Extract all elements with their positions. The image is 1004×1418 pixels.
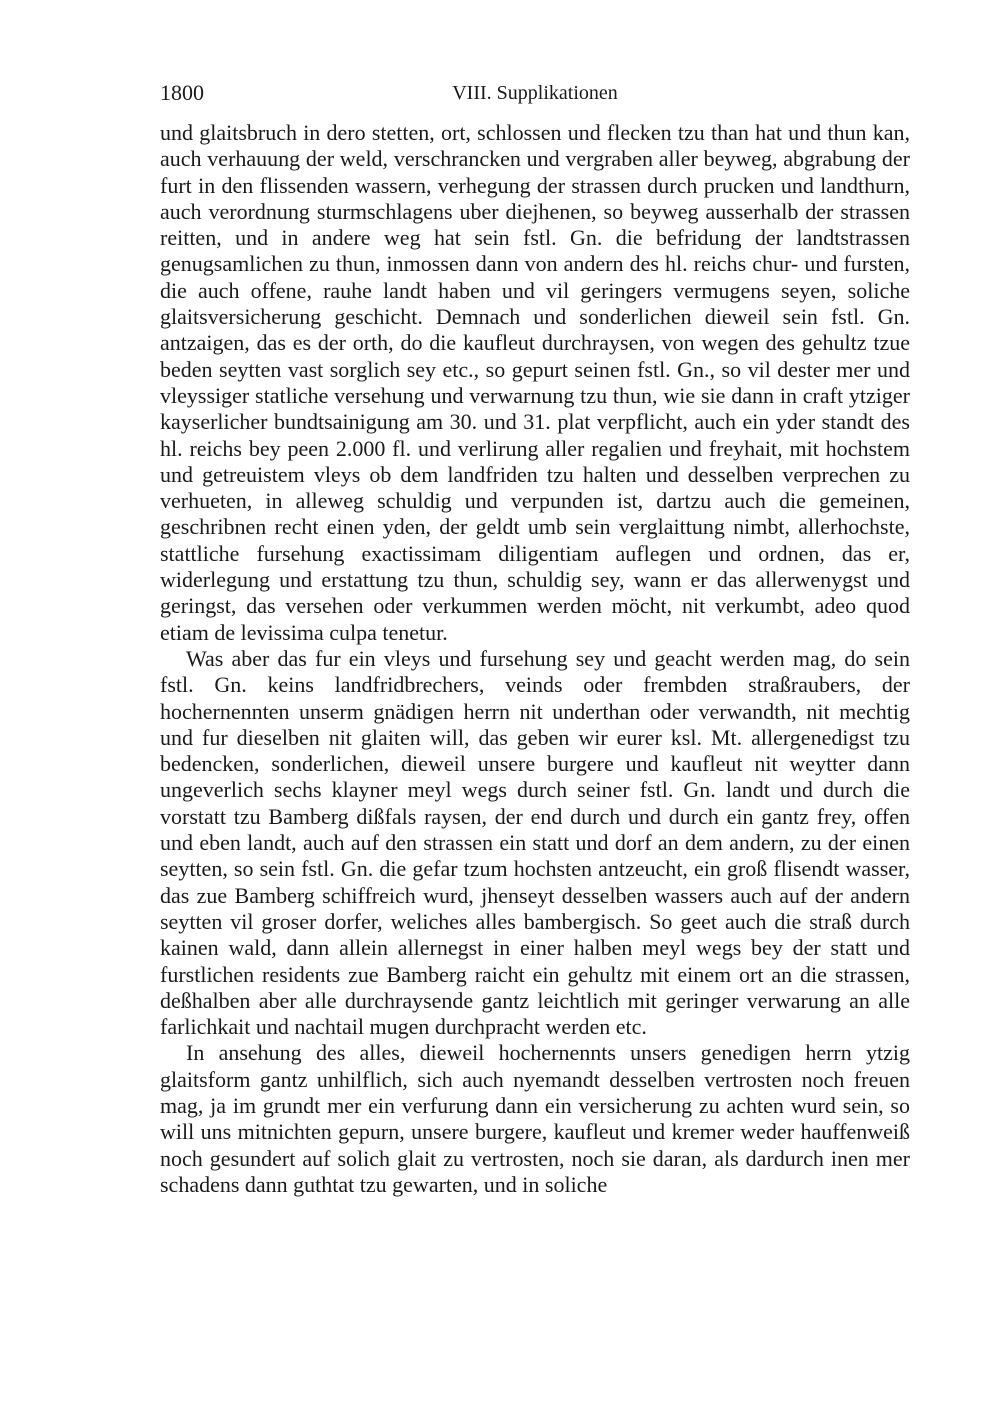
document-page (160, 78, 910, 1198)
paragraph-2: Was aber das fur ein vleys und fursehung sey und geacht werden mag, do sein fstl. Gn. keins landfridbrechers, veinds oder frembden straßraubers, der hochernennten unserm gnädigen herrn nit underthan oder verwandth, nit mechtig und fur dieselben nit glaiten will, das geben wir eurer ksl. Mt. allergenedigst tzu bedencken, sonderlichen, dieweil unsere burgere und kaufleut nit weytter dann ungeverlich sechs klayner meyl wegs durch seiner fstl. Gn. landt und durch die vorstatt tzu Bamberg dißfals raysen, der end durch und durch ein gantz frey, offen und eben landt, auch auf den strassen ein statt und dorf an dem andern, zu der einen seytten, so sein fstl. Gn. die gefar tzum hochsten antzeucht, ein groß flisendt wasser, das zue Bamberg schiffreich wurd, jhenseyt desselben wassers auch auf der andern seytten vil groser dorfer, weliches alles bambergisch. So geet auch die straß durch kainen wald, dann allein allernegst in einer halben meyl wegs bey der statt und furstlichen residents zue Bamberg raicht ein gehultz mit einem ort an die strassen, deßhalben aber alle durchraysende gantz leichtlich mit geringer verwarung an alle farlichkait und nachtail mugen durchpracht werden etc. (160, 645, 910, 1040)
body-text (160, 120, 910, 1198)
paragraph-1: und glaitsbruch in dero stetten, ort, schlossen und flecken tzu than hat und thun kan, auch verhauung der weld, verschrancken und vergraben aller beyweg, abgrabung der furt in den flissenden wassern, verhegung der strassen durch prucken und landthurn, auch verordnung sturmschlagens uber diejhenen, so beyweg ausserhalb der strassen reitten, und in andere weg hat sein fstl. Gn. die befridung der landtstrassen genugsamlichen zu thun, inmossen dann von andern des hl. reichs chur- und fursten, die auch offene, rauhe landt haben und vil geringers vermugens seyen, soliche glaitsversicherung geschicht. Demnach und sonderlichen dieweil sein fstl. Gn. antzaigen, das es der orth, do die kaufleut durchraysen, von wegen des gehultz tzue beden seytten vast sorglich sey etc., so gepurt seinen fstl. Gn., so vil dester mer und vleyssiger statliche versehung und verwarnung tzu thun, wie sie dann in craft ytziger kayserlicher bundtsainigung am 30. und 31. plat verpflicht, auch ein yder standt des hl. reichs bey peen 2.000 fl. und verlirung aller regalien und freyhait, mit hochstem und getreuistem vleys ob dem landfriden tzu halten und desselben verprechen zu verhueten, in alleweg schuldig und verpunden ist, dartzu auch die gemeinen, geschribnen recht einen yden, der geldt umb sein verglaittung nimbt, allerhochste, stattliche fursehung exactissimam diligentiam auflegen und ordnen, das er, widerlegung und erstattung tzu thun, schuldig sey, wann er das allerwenygst und geringst, das versehen oder verkummen werden möcht, nit verkumbt, adeo quod etiam de levissima culpa tenetur. (160, 120, 910, 645)
page-number: 1800 (160, 80, 204, 105)
section-title: VIII. Supplikationen (452, 82, 618, 104)
paragraph-3: In ansehung des alles, dieweil hochernennts unsers genedigen herrn ytzig glaitsform gantz unhilflich, sich auch nyemandt desselben vertrosten noch freuen mag, ja im grundt mer ein verfurung dann ein versicherung zu achten wurd sein, so will uns mitnichten gepurn, unsere burgere, kaufleut und kremer weder hauffenweiß noch gesundert auf solich glait zu vertrosten, noch sie daran, als dardurch inen mer schadens dann guthtat tzu gewarten, und in soliche (160, 1040, 910, 1197)
running-head (160, 78, 910, 108)
